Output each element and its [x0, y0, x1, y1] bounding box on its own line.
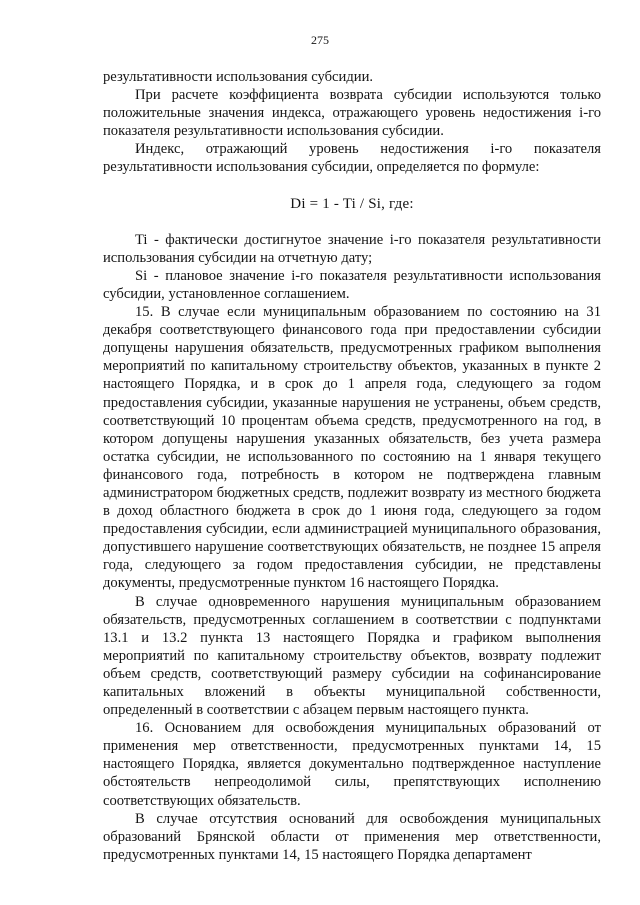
- page-number: 275: [311, 33, 329, 47]
- paragraph-si-definition: Si - плановое значение i-го показателя результативности использования субсидии, установленное соглашением.: [103, 267, 601, 302]
- paragraph-clause-16-absence: В случае отсутствия оснований для освобождения муниципальных образований Брянской области от применения мер ответственности, предусмотренных пунктами 14, 15 настоящего Порядка департамент: [103, 810, 601, 863]
- body-text: [103, 68, 601, 864]
- formula: Di = 1 - Ti / Si, где:: [290, 195, 414, 212]
- paragraph-continuation: результативности использования субсидии.: [103, 69, 374, 85]
- paragraph-index-definition: Индекс, отражающий уровень недостижения i-го показателя результативности использования субсидии, определяется по формуле:: [103, 141, 601, 176]
- paragraph-positive-index: При расчете коэффициента возврата субсидии используются только положительные значения индекса, отражающего уровень недостижения i-го показателя результативности использования субсидии.: [103, 87, 601, 140]
- paragraph-ti-definition: Ti - фактически достигнутое значение i-го показателя результативности использования субсидии на отчетную дату;: [103, 231, 601, 266]
- paragraph-clause-15-simultaneous: В случае одновременного нарушения муниципальным образованием обязательств, предусмотренных соглашением в соответствии с подпунктами 13.1 и 13.2 пункта 13 настоящего Порядка и графиком выполнения мероприятий по капитальному строительству объектов, возврату подлежит объем средств, соответствующий размеру субсидии на софинансирование капитальных вложений в объекты муниципальной собственности, определенный в соответствии с абзацем первым настоящего пункта.: [103, 593, 601, 719]
- paragraph-clause-15: 15. В случае если муниципальным образованием по состоянию на 31 декабря соответствующего финансового года при предоставлении субсидии допущены нарушения обязательств, предусмотренных графиком выполнения мероприятий по капитальному строительству объектов, указанных в пункте 2 настоящего Порядка, и в срок до 1 апреля года, следующего за годом предоставления субсидии, указанные нарушения не устранены, объем средств, соответствующий 10 процентам объема средств, предусмотренного на год, в котором допущены нарушения указанных обязательств, без учета размера остатка субсидии, не использованного по состоянию на 1 января текущего финансового года, потребность в котором не подтверждена главным администратором бюджетных средств, подлежит возврату из местного бюджета в доход областного бюджета в срок до 1 июня года, следующего за годом предоставления субсидии, если администрацией муниципального образования, допустившего нарушение соответствующих обязательств, не позднее 15 апреля года, следующего за годом предоставления субсидии, не представлены документы, предусмотренные пунктом 16 настоящего Порядка.: [103, 304, 601, 592]
- paragraph-clause-16: 16. Основанием для освобождения муниципальных образований от применения мер ответственности, предусмотренных пунктами 14, 15 настоящего Порядка, является документально подтвержденное наступление обстоятельств непреодолимой силы, препятствующих исполнению соответствующих обязательств.: [103, 720, 601, 809]
